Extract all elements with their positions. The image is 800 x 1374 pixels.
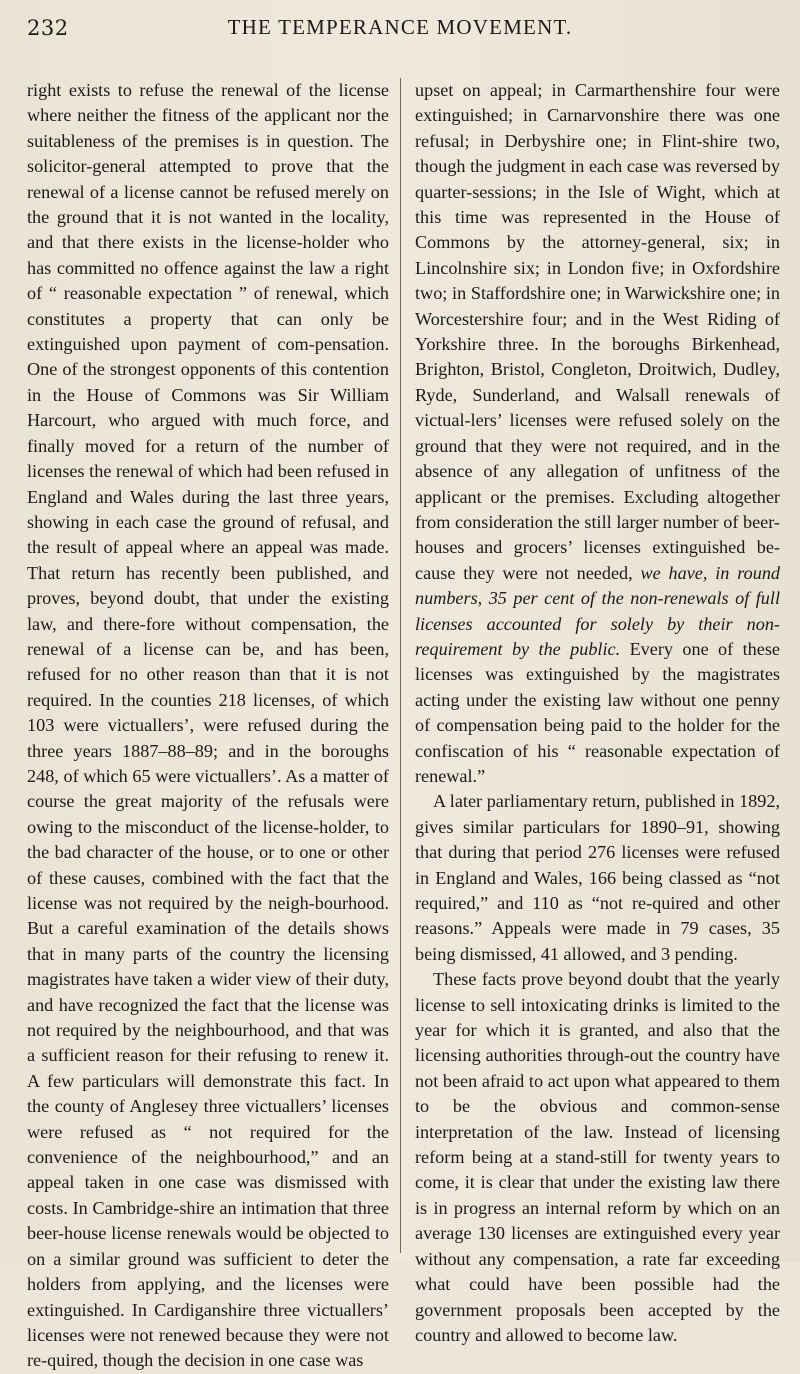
column-divider bbox=[400, 78, 401, 1253]
right-paragraph-3: These facts prove beyond doubt that the yearly license to sell intoxicating drinks is limited to the year for which it is granted, and also that the licensing authorities through-out the country have not been afraid to act upon what appeared to them to be the obvious and common-sense interpretation of the law. Instead of licensing reform being at a stand-still for twenty years to come, it is clear that under the existing law there is in progress an internal reform by which on an average 130 licenses are extinguished every year without any compensation, a rate far exceeding what could have been possible had the government proposals been accepted by the country and allowed to become law. bbox=[415, 969, 780, 1345]
right-paragraph-2: A later parliamentary return, published in 1892, gives similar particulars for 1890–91, showing that during that period 276 licenses were refused in England and Wales, 166 being classed as “not required,” and 110 as “not re-quired and other reasons.” Appeals were made in 79 cases, 35 being dismissed, 41 allowed, and 3 pending. bbox=[415, 791, 780, 964]
right-paragraph-1-italic: we have, in round numbers, 35 per cent of the non-renewals of full licenses accounted for solely by their non-requirement by the public. bbox=[415, 562, 781, 659]
right-paragraph-1-start: upset on appeal; in Carmarthenshire four were extinguished; in Carnarvonshire there was one refusal; in Derbyshire one; in Flint-shire two, though the judgment in each case was reversed by quarter-sessions; in the Isle of Wight, which at this time was represented in the House of Commons by the attorney-general, six; in Lincolnshire six; in London five; in Oxfordshire two; in Staffordshire one; in Warwickshire one; in Worcestershire four; and in the West Riding of Yorkshire three. In the boroughs Birkenhead, Brighton, Bristol, Congleton, Droitwich, Dudley, Ryde, Sunderland, and Walsall renewals of victual-lers’ licenses were refused solely on the ground that they were not required, and in the absence of any allegation of unfitness of the applicant or the premises. Excluding altogether from consideration the still larger number of beer-houses and grocers’ licenses extinguished be-cause they were not needed, bbox=[415, 80, 780, 583]
left-paragraph-1: right exists to refuse the renewal of the license where neither the fitness of the applicant nor the suitableness of the premises is in question. The solicitor-general attempted to prove that the renewal of a license cannot be refused merely on the ground that it is not wanted in the locality, and that there exists in the license-holder who has committed no offence against the law a right of “ reasonable expectation ” of renewal, which constitutes a property that can only be extinguished upon payment of com-pensation. One of the strongest opponents of this contention in the House of Commons was Sir William Harcourt, who argued with much force, and finally moved for a return of the number of licenses the renewal of which had been refused in England and Wales during the last three years, showing in each case the ground of refusal, and the result of appeal where an appeal was made. That return has recently been published, and proves, beyond doubt, that under the existing law, and there-fore without compensation, the renewal of a license can be, and has been, refused for no other reason than that it is not required. In the counties 218 licenses, of which 103 were victuallers’, were refused during the three years 1887–88–89; and in the boroughs 248, of which 65 were victuallers’. As a matter of course the great majority of the refusals were owing to the misconduct of the license-holder, to the bad character of the house, or to one or other of these causes, combined with the fact that the license was not required by the neigh-bourhood. But a careful examination of the details shows that in many parts of the country the licensing magistrates have taken a wider view of their duty, and have recognized the fact that the license was not required by the neighbourhood, and that was a sufficient reason for their refusing to renew it. A few particulars will demonstrate this fact. In the county of Anglesey three victuallers’ licenses were refused as “ not required for the convenience of the neighbourhood,” and an appeal taken in one case was dismissed with costs. In Cambridge-shire an intimation that three beer-house license renewals would be objected to on a similar ground was sufficient to deter the holders from applying, and the licenses were extinguished. In Cardiganshire three victuallers’ licenses were not renewed because they were not re-quired, though the decision in one case was bbox=[27, 80, 389, 1371]
running-title: THE TEMPERANCE MOVEMENT. bbox=[227, 15, 573, 39]
page-number: 232 bbox=[27, 16, 69, 40]
right-paragraph-1-end: Every one of these licenses was extinguished by the magistrates acting under the existing law without one penny of compensation being paid to the holder for the confiscation of his “ reasonable expectation of renewal.” bbox=[415, 638, 780, 786]
right-paragraph-1 bbox=[415, 78, 780, 789]
left-column bbox=[27, 78, 389, 1374]
right-column bbox=[415, 78, 780, 1348]
